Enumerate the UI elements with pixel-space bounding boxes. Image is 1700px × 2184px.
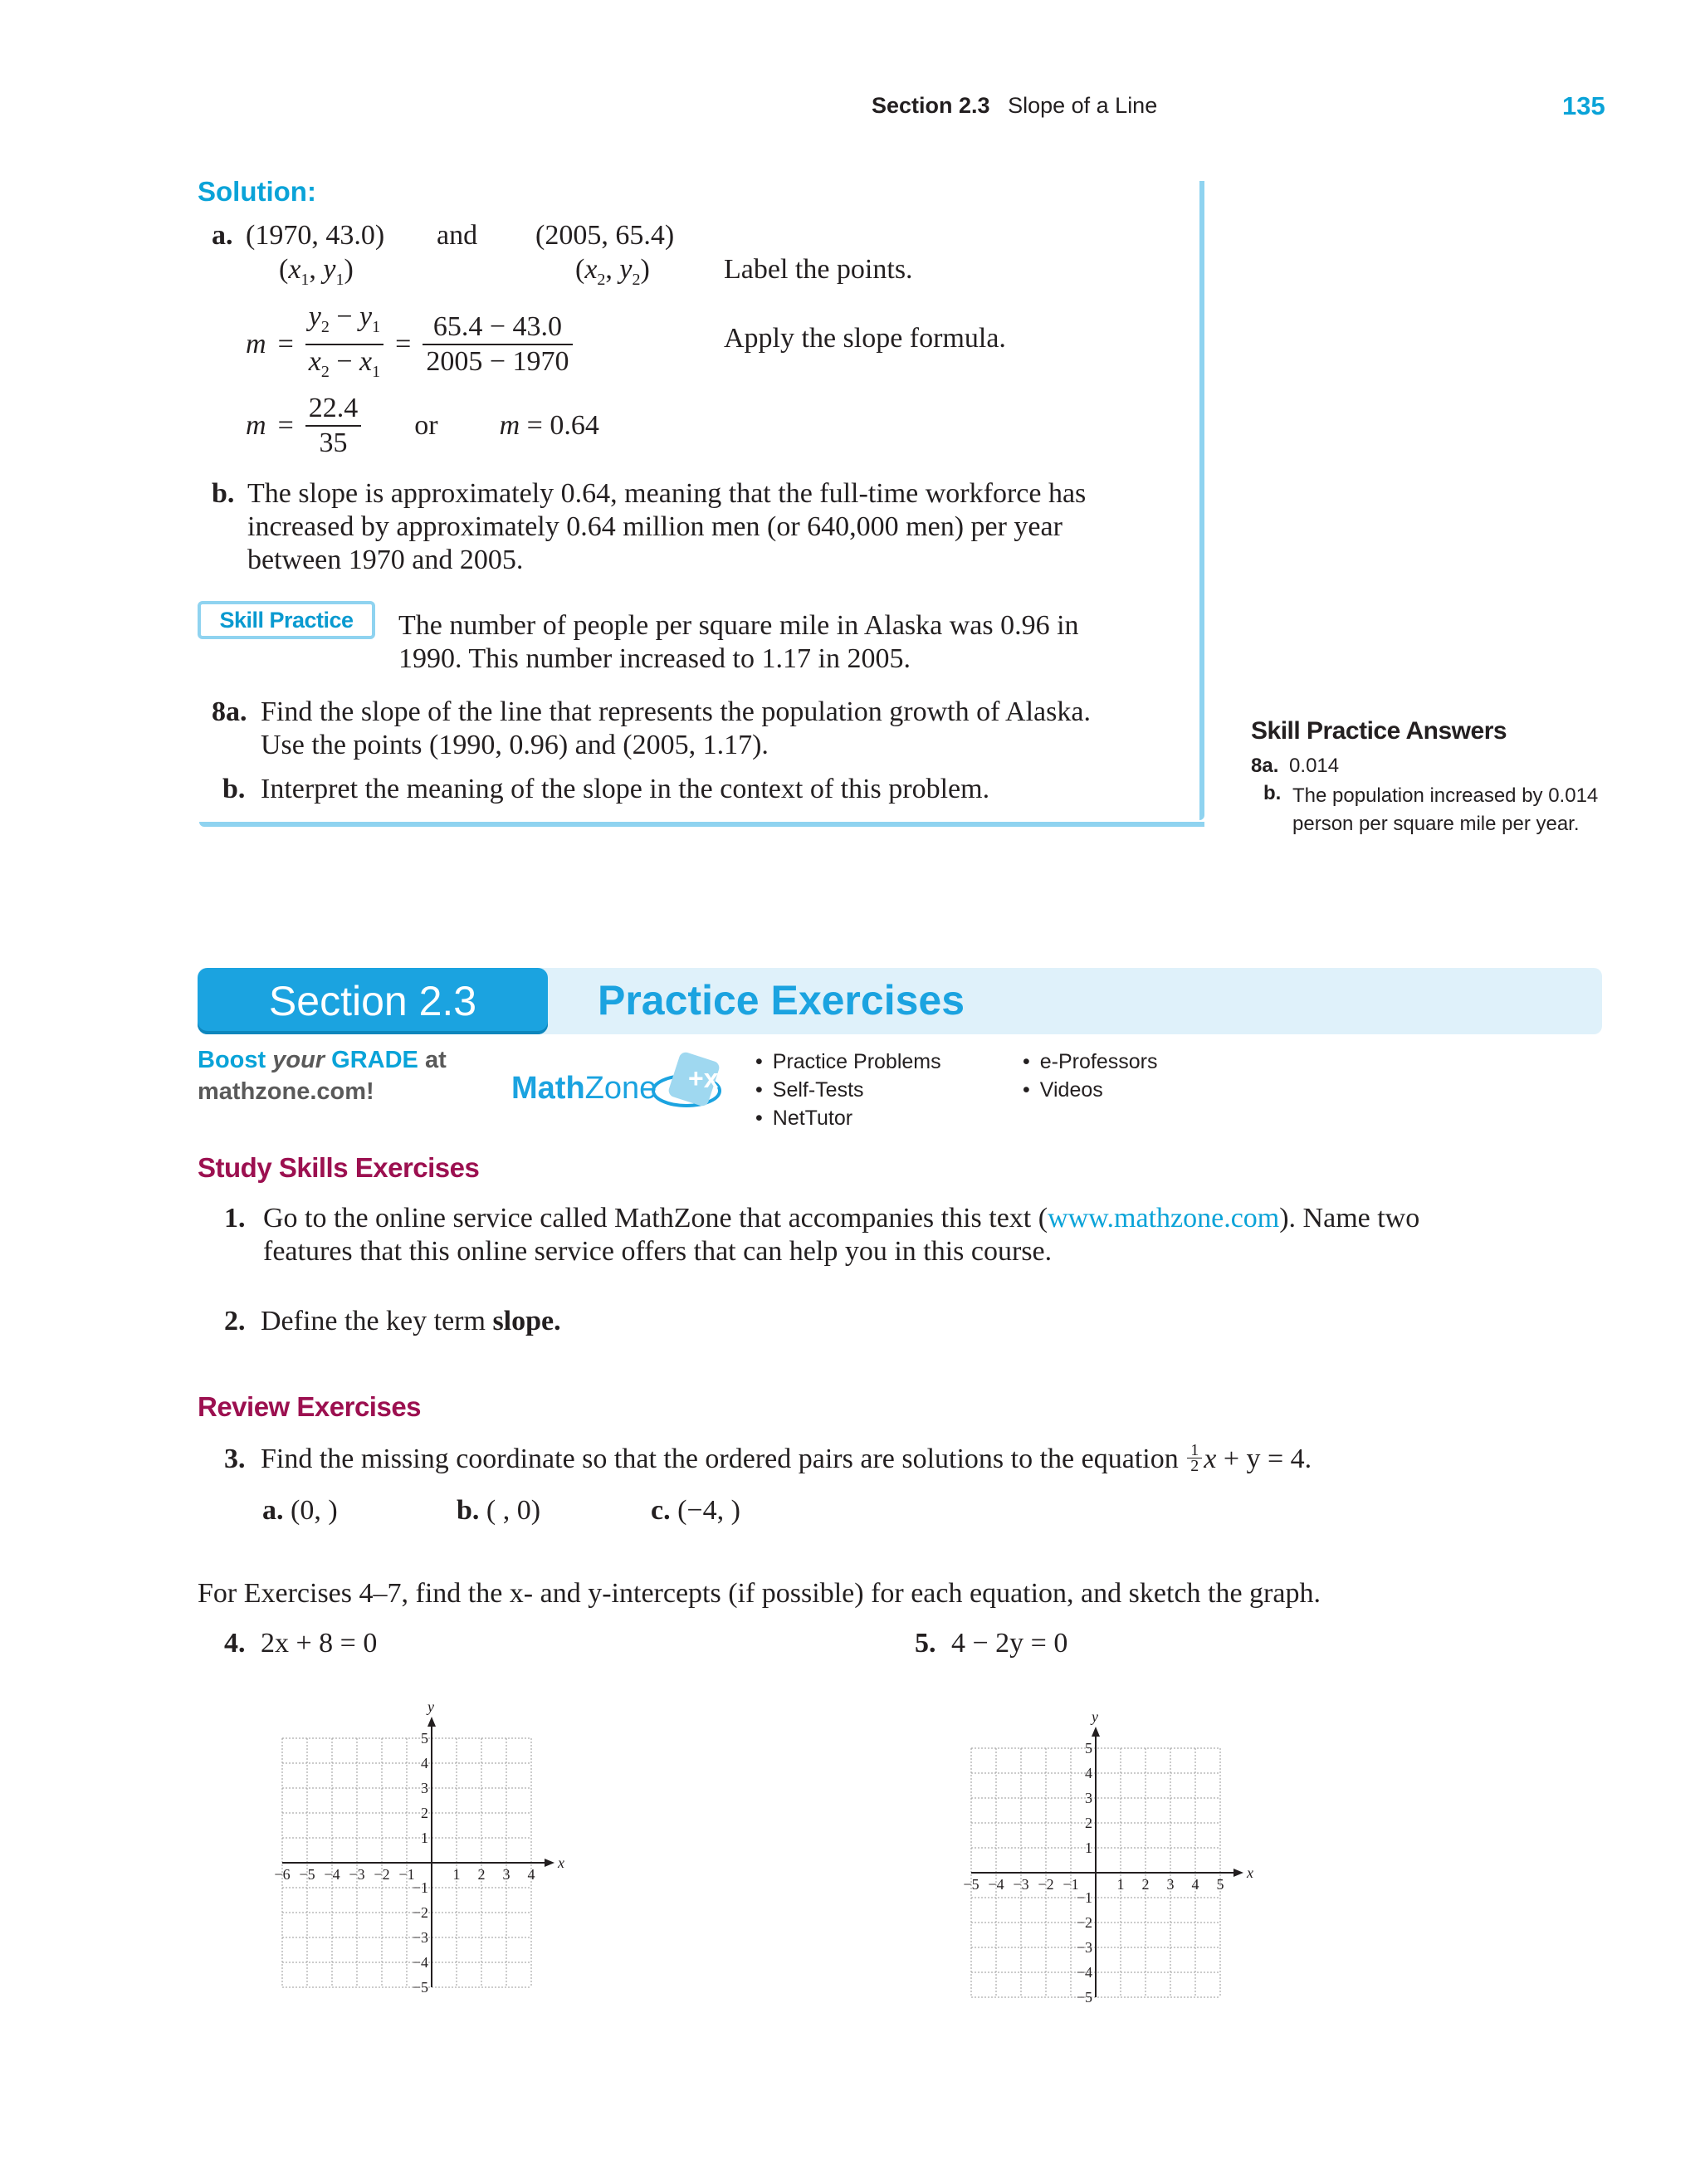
header-section-title: Slope of a Line bbox=[1008, 93, 1158, 118]
mathzone-features-col2 bbox=[1023, 1048, 1157, 1104]
q8a-label: 8a. bbox=[212, 696, 247, 727]
x-tick-label: 5 bbox=[1216, 1876, 1224, 1893]
y-axis-arrow bbox=[1092, 1727, 1100, 1737]
running-header bbox=[872, 93, 1157, 119]
header-section-label: Section 2.3 bbox=[872, 93, 990, 118]
y-tick-label: −5 bbox=[1076, 1989, 1092, 2006]
y-tick-label: 1 bbox=[421, 1830, 428, 1846]
x-tick-label: 3 bbox=[502, 1866, 510, 1883]
y-tick-label: 2 bbox=[421, 1805, 428, 1821]
point-2-labels: ($x_2$, $y_2$) bbox=[575, 254, 650, 289]
ex4-7-instructions: For Exercises 4–7, find the x- and y-intercepts (if possible) for each equation, and sketch the graph. bbox=[198, 1578, 1321, 1609]
y-tick-label: 5 bbox=[1085, 1740, 1092, 1756]
x-tick-label: −5 bbox=[299, 1866, 315, 1883]
y-tick-label: −3 bbox=[1076, 1939, 1092, 1956]
y-tick-label: −1 bbox=[1076, 1889, 1092, 1906]
point-1: (1970, 43.0) bbox=[246, 220, 385, 251]
x-tick-label: 2 bbox=[477, 1866, 486, 1883]
y-tick-label: 2 bbox=[1085, 1815, 1092, 1831]
ex3c: c. (−4, ) bbox=[651, 1495, 740, 1526]
mathzone-logo: Math Zone +x bbox=[511, 1059, 725, 1117]
ex3: 3. Find the missing coordinate so that the ordered pairs are solutions to the equation $\frac{1}{2}$ x + y = 4. bbox=[224, 1441, 1312, 1475]
example-frame-bottom bbox=[199, 822, 1204, 827]
y-tick-label: −5 bbox=[412, 1979, 428, 1996]
y-tick-label: −4 bbox=[412, 1954, 428, 1971]
feature-item: • e-Professors bbox=[1023, 1048, 1157, 1076]
point-1-labels: ($x_1$, $y_1$) bbox=[279, 254, 354, 289]
x-axis-arrow bbox=[1233, 1869, 1243, 1877]
y-tick-label: −4 bbox=[1076, 1964, 1092, 1981]
solution-a-label: a. bbox=[212, 220, 233, 251]
x-tick-label: −1 bbox=[1062, 1876, 1079, 1893]
x-axis-label: x bbox=[1247, 1864, 1253, 1881]
x-tick-label: 4 bbox=[527, 1866, 535, 1883]
x-tick-label: −5 bbox=[963, 1876, 979, 1893]
x-tick-label: 1 bbox=[452, 1866, 461, 1883]
review-heading: Review Exercises bbox=[198, 1391, 422, 1422]
feature-item: • Videos bbox=[1023, 1076, 1157, 1104]
y-tick-label: −2 bbox=[1076, 1914, 1092, 1931]
banner-title: Practice Exercises bbox=[598, 977, 965, 1024]
ex3a: a. (0, ) bbox=[262, 1495, 338, 1526]
answer-8a: 8a. 0.014 bbox=[1251, 755, 1340, 777]
ex4: 4. 2x + 8 = 0 bbox=[224, 1628, 378, 1659]
x-tick-label: 2 bbox=[1141, 1876, 1150, 1893]
boost-text: Boost your GRADE at mathzone.com! bbox=[198, 1047, 447, 1105]
x-tick-label: −4 bbox=[988, 1876, 1004, 1893]
study-skills-heading: Study Skills Exercises bbox=[198, 1152, 480, 1183]
solution-b-text: The slope is approximately 0.64, meaning that the full-time workforce has increased by approximately 0.64 million men (or 640,000 men) per year between 1970 and 2005. bbox=[247, 478, 1087, 575]
banner-section-tab: Section 2.3 bbox=[198, 968, 548, 1034]
feature-item: • Self-Tests bbox=[755, 1076, 941, 1104]
q8b-text: Interpret the meaning of the slope in the context of this problem. bbox=[261, 774, 990, 804]
x-tick-label: −2 bbox=[374, 1866, 390, 1883]
q8a-text: Find the slope of the line that represents the population growth of Alaska. Use the points (1990, 0.96) and (2005, 1.17). bbox=[261, 696, 1091, 760]
coordinate-grid-ex4[interactable] bbox=[257, 1697, 606, 2020]
coordinate-grid-ex5[interactable] bbox=[946, 1707, 1295, 2030]
q8b-label: b. bbox=[222, 774, 246, 804]
feature-item: • NetTutor bbox=[755, 1104, 941, 1132]
apply-formula-note: Apply the slope formula. bbox=[724, 323, 1006, 354]
x-tick-label: −1 bbox=[398, 1866, 415, 1883]
y-tick-label: −1 bbox=[412, 1879, 428, 1896]
x-axis-label: x bbox=[558, 1854, 564, 1871]
ex2: 2. Define the key term slope. bbox=[224, 1306, 561, 1336]
skill-practice-badge: Skill Practice bbox=[198, 601, 375, 639]
feature-item: • Practice Problems bbox=[755, 1048, 941, 1076]
y-tick-label: 4 bbox=[1085, 1765, 1092, 1781]
answers-heading: Skill Practice Answers bbox=[1251, 717, 1507, 745]
skill-practice-intro: The number of people per square mile in Alaska was 0.96 in 1990. This number increased to 1.17 in 2005. bbox=[398, 610, 1079, 674]
mathzone-link[interactable]: www.mathzone.com bbox=[1048, 1203, 1280, 1234]
y-axis-label: y bbox=[427, 1698, 434, 1715]
x-tick-label: −3 bbox=[1013, 1876, 1029, 1893]
and-word: and bbox=[437, 220, 478, 251]
y-tick-label: 3 bbox=[1085, 1790, 1092, 1806]
page-number: 135 bbox=[1562, 91, 1605, 120]
answer-8b-label: b. bbox=[1263, 782, 1282, 804]
y-tick-label: −3 bbox=[412, 1929, 428, 1946]
x-tick-label: −6 bbox=[274, 1866, 291, 1883]
example-frame-right bbox=[1199, 181, 1204, 820]
solution-heading: Solution: bbox=[198, 176, 316, 207]
x-tick-label: 3 bbox=[1166, 1876, 1175, 1893]
y-tick-label: 1 bbox=[1085, 1840, 1092, 1856]
x-axis-arrow bbox=[545, 1859, 554, 1867]
x-tick-label: −4 bbox=[324, 1866, 340, 1883]
y-tick-label: 4 bbox=[421, 1755, 428, 1771]
svg-text:+x: +x bbox=[688, 1063, 719, 1093]
x-tick-label: −2 bbox=[1038, 1876, 1054, 1893]
solution-b-label: b. bbox=[212, 478, 235, 509]
slope-formula: m = $\frac{y_2 - y_1}{x_2 - x_1}$ = $\frac{65.4 - 43.0}{2005 - 1970}$ bbox=[246, 300, 573, 388]
mathzone-features-col1 bbox=[755, 1048, 941, 1132]
y-tick-label: 5 bbox=[421, 1730, 428, 1747]
answer-8b-text: The population increased by 0.014 person per square mile per year. bbox=[1292, 784, 1599, 835]
mathzone-logo-icon bbox=[648, 1051, 725, 1117]
slope-result: m = $\frac{22.4}{35}$ or m = 0.64 bbox=[246, 393, 599, 458]
slope-formula-symbolic: $\frac{y_2 - y_1}{x_2 - x_1}$ bbox=[305, 300, 383, 388]
y-tick-label: −2 bbox=[412, 1904, 428, 1921]
x-tick-label: 4 bbox=[1191, 1876, 1199, 1893]
ex1-text: Go to the online service called MathZone that accompanies this text (www.mathzone.com). Name two features that this online service offers that can help you in this course. bbox=[263, 1203, 1420, 1267]
ex1-number: 1. bbox=[224, 1203, 246, 1234]
label-points-note: Label the points. bbox=[724, 254, 913, 285]
y-tick-label: 3 bbox=[421, 1780, 428, 1796]
ex3b: b. ( , 0) bbox=[457, 1495, 541, 1526]
y-axis-arrow bbox=[427, 1717, 436, 1727]
slope-formula-numeric: $\frac{65.4 - 43.0}{2005 - 1970}$ bbox=[423, 310, 572, 379]
point-2: (2005, 65.4) bbox=[535, 220, 675, 251]
x-tick-label: −3 bbox=[349, 1866, 365, 1883]
y-axis-label: y bbox=[1092, 1708, 1098, 1725]
ex5: 5. 4 − 2y = 0 bbox=[915, 1628, 1068, 1659]
x-tick-label: 1 bbox=[1116, 1876, 1125, 1893]
